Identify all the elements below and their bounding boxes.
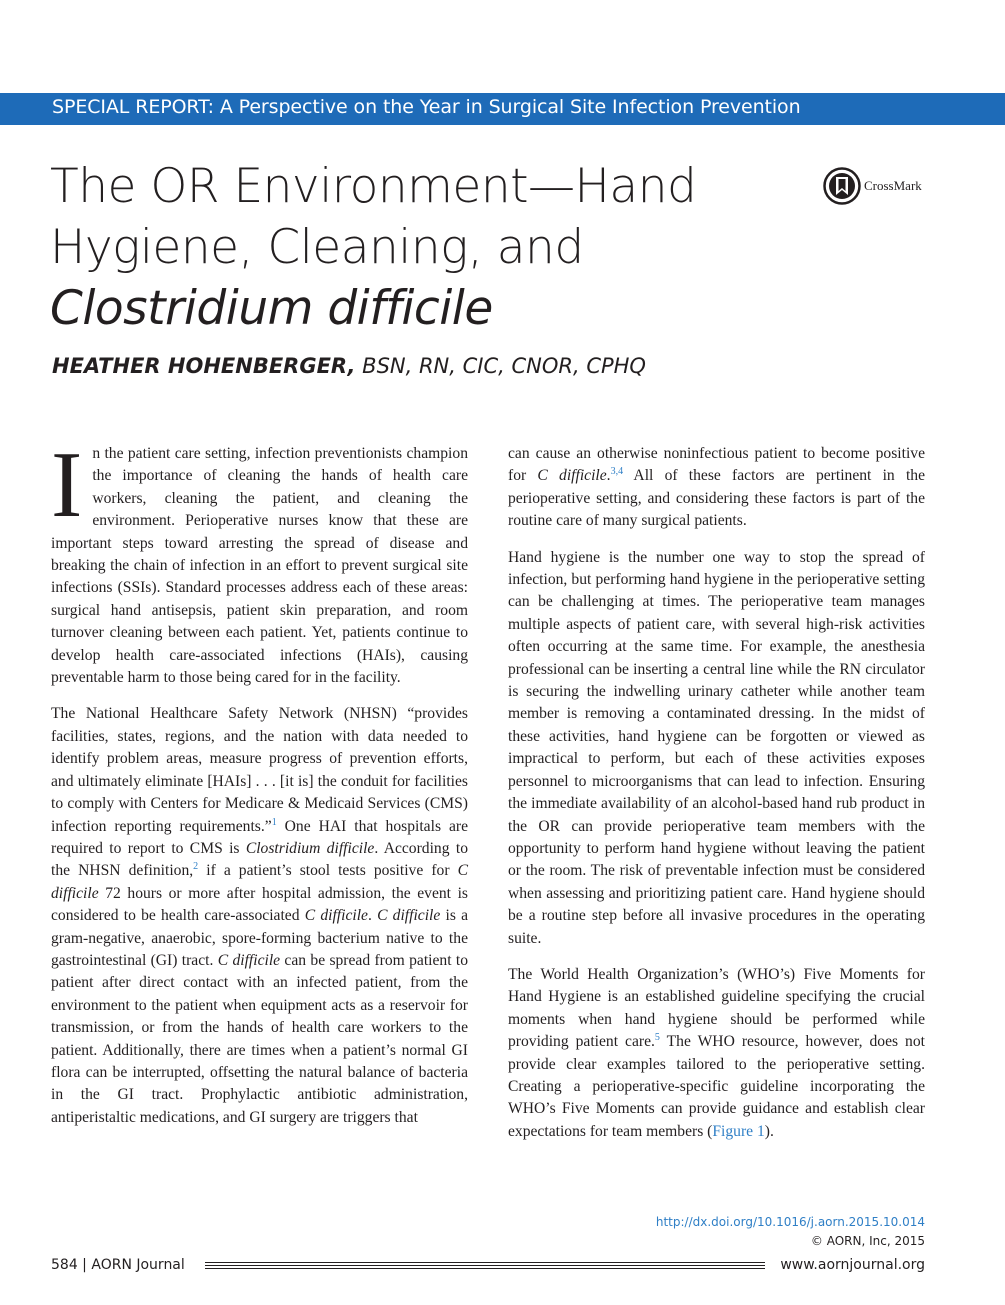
paragraph-text: can cause an otherwise noninfectious patient to become positive for [508,445,925,485]
right-column [508,443,925,1157]
crossmark-badge[interactable] [823,167,943,207]
figure-link[interactable]: Figure 1 [712,1122,765,1140]
nhsn-paragraph [51,703,468,1129]
footer-divider [205,1262,765,1269]
journal-name: AORN Journal [91,1257,185,1273]
hand-hygiene-paragraph: Hand hygiene is the number one way to stop the spread of infection, but performing hand hygiene in the perioperative setting can be challenging at times. The perioperative team manages multiple aspects of patient care, with several high-risk activities often occurring at the same time. For example, the anesthesia professional can be inserting a central line while the RN circulator is securing the indwelling urinary catheter while another team member is removing a contaminated dressing. In the midst of these activities, hand hygiene can be forgotten or viewed as impractical to perform, but each of these activities exposes personnel to microorganisms that can lead to infection. Ensuring the immediate availability of an alcohol-based hand rub product in the OR can provide perioperative team members with the opportunity to perform hand hygiene without leaving the patient or the room. The risk of preventable infection must be considered when assessing and prioritizing patient care. Hand hygiene should be a routine step before all invasive procedures in the operating suite. [508,548,925,947]
intro-text: n the patient care setting, infection preventionists champion the importance of cleaning the hands of health care workers, cleaning the patient, and cleaning the environment. Perioperative nurses know that these are important steps toward arresting the spread of disease and breaking the chain of infection in an effort to prevent surgical site infections (SSIs). Standard processes address each of these areas: surgical hand antisepsis, patient skin preparation, and room turnover cleaning between each patient. Yet, patients continue to develop health care-associated infections (HAIs), causing preventable harm to those being cared for in the facility. [51,445,468,687]
paragraph-text: . According to the NHSN definition, [51,839,468,880]
paragraph-text: if a patient’s stool tests positive for [198,862,458,880]
organism-name: C difficile [217,951,281,969]
footer-page-info: 584 | AORN Journal [51,1257,185,1273]
paragraph-text: One HAI that hospitals are required to report to CMS is [51,817,468,857]
crossmark-bookmark-icon [823,167,861,205]
paragraph-text: can be spread from patient to patient after direct contact with an infected patient, from the environment to the patient when equipment acts as a reservoir for transmission, or from the hands of health care workers to the patient. Additionally, there are times when a patient’s normal GI flora can be interrupted, offsetting the natural balance of bacteria in the GI tract. Prophylactic antibiotic administration, antiperistaltic medications, and GI surgery are triggers that [51,951,469,1126]
journal-website[interactable]: www.aornjournal.org [780,1257,925,1273]
banner-prefix: SPECIAL REPORT: [52,96,214,118]
paragraph-text: ). [764,1122,774,1140]
organism-name: C difficile [304,907,368,925]
title-line-1: The OR Environment—Hand [50,159,697,214]
organism-name: Clostridium difficile [245,839,375,857]
article-title [50,156,770,339]
page-number: 584 [51,1257,78,1273]
author-byline [52,354,646,378]
who-paragraph [508,964,925,1143]
copyright-notice: © AORN, Inc, 2015 [810,1234,925,1248]
doi-link[interactable]: http://dx.doi.org/10.1016/j.aorn.2015.10.014 [655,1215,925,1229]
reference-link[interactable]: 1 [271,816,277,828]
title-line-3: Clostridium difficile [50,281,493,336]
author-credentials: BSN, RN, CIC, CNOR, CPHQ [362,354,646,378]
title-line-2: Hygiene, Cleaning, and [50,220,584,275]
banner-text [52,96,801,118]
organism-name: C difficile [537,467,607,485]
paragraph-text: The WHO resource, however, does not provide clear examples tailored to the perioperative setting. Creating a perioperative-specific guideline incorporating the WHO’s Five Moments can provide guidance and establish clear expectations for team members ( [508,1033,925,1140]
factors-paragraph [508,443,925,533]
paragraph-text: 72 hours or more after hospital admission, the event is considered to be health care-associated [51,884,468,925]
paragraph-text: The National Healthcare Safety Network (NHSN) “provides facilities, states, regions, and the nation with data needed to identify problem areas, measure progress of prevention efforts, and ultimately eliminate [HAIs] . . . [it is] the conduit for facilities to comply with Centers for Medicare & Medicaid Services (CMS) infection reporting requirements.” [51,705,468,835]
special-report-banner [0,93,1005,125]
intro-paragraph [51,433,468,689]
organism-name: C difficile [377,907,441,925]
paragraph-text: All of these factors are pertinent in the perioperative setting, and considering these factors is part of the routine care of many surgical patients. [508,467,925,530]
drop-cap: I [51,433,83,537]
paragraph-text: is a gram-negative, anaerobic, spore-forming bacterium native to the gastrointestinal (GI) tract. [51,907,469,969]
organism-name: C difficile [51,862,468,902]
paragraph-text: . [606,467,611,485]
reference-link[interactable]: 3,4 [610,466,624,478]
reference-link[interactable]: 2 [193,861,199,873]
banner-title: A Perspective on the Year in Surgical Site Infection Prevention [219,96,801,118]
paragraph-text: The World Health Organization’s (WHO’s) Five Moments for Hand Hygiene is an established guideline specifying the crucial moments when hand hygiene should be performed while providing patient care. [508,965,925,1051]
reference-link[interactable]: 5 [654,1031,660,1043]
author-name: HEATHER HOHENBERGER, [52,354,356,378]
crossmark-label: CrossMark [864,178,922,193]
left-column [51,433,469,1143]
paragraph-text: . [367,907,378,925]
